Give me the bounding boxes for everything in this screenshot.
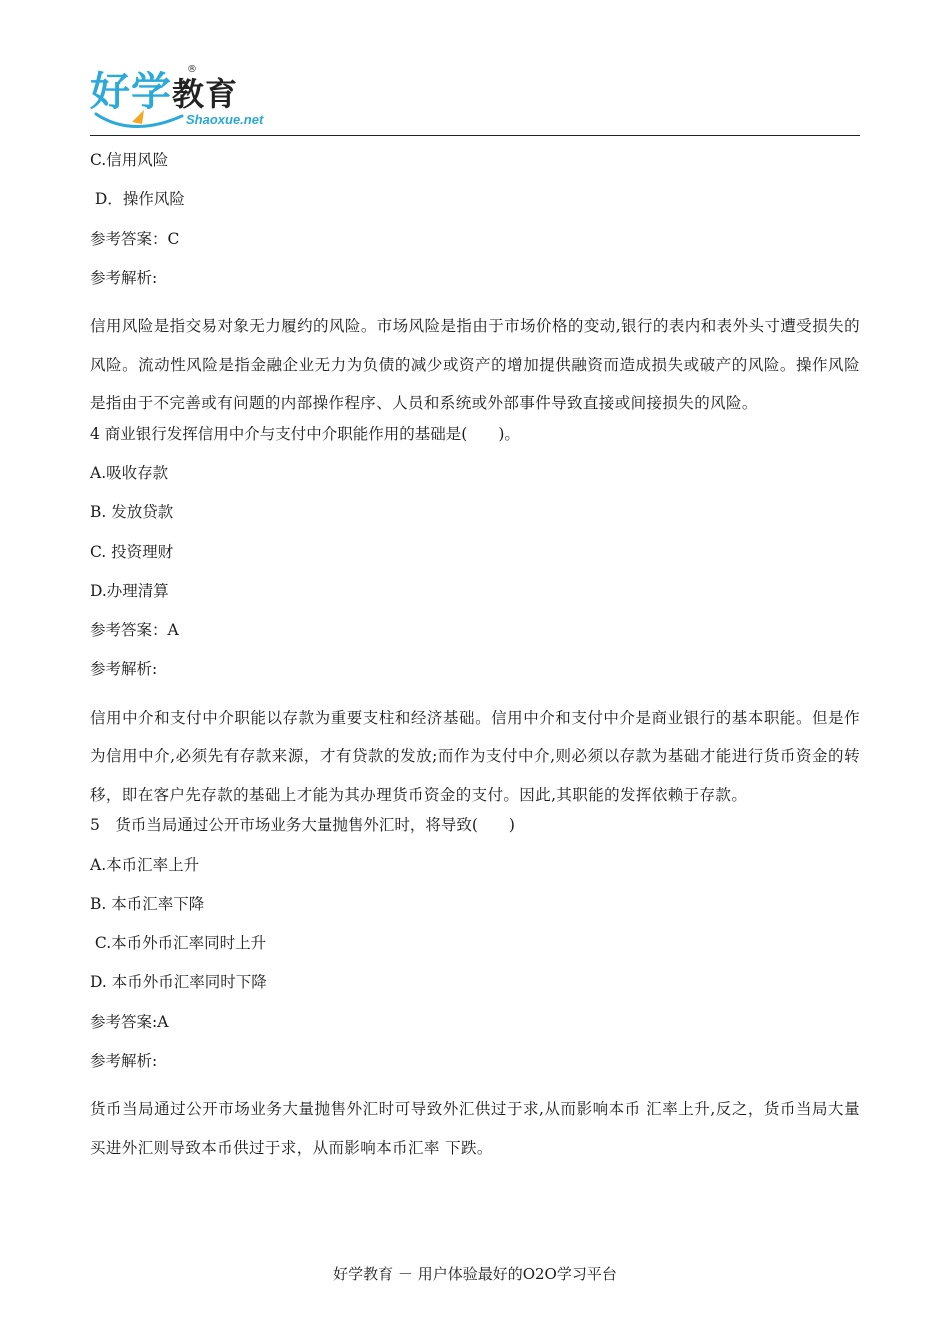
page-header	[90, 58, 860, 136]
question-4-analysis-label: 参考解析:	[90, 660, 158, 679]
logo-swoosh-icon	[92, 108, 187, 134]
header-divider	[90, 135, 860, 136]
logo-char-1: 好	[90, 69, 131, 115]
option-c-line: C.信用风险	[90, 151, 169, 169]
logo-site-text: Shaoxue.net	[186, 112, 264, 127]
logo-char-2: 学	[131, 69, 172, 115]
question-4-explanation: 信用中介和支付中介职能以存款为重要支柱和经济基础。信用中介和支付中介是商业银行的基本职能。但是作为信用中介,必须先有存款来源，才有贷款的发放;而作为支付中介,则必须以存款为基础才能进行货币资金的转移，即在客户先存款的基础上才能为其办理货币资金的支付。因此,其职能的发挥依赖于存款。	[90, 708, 860, 804]
option-d-line: D．操作风险	[90, 190, 185, 209]
question-5-explanation: 货币当局通过公开市场业务大量抛售外汇时可导致外汇供过于求,从而影响本币 汇率上升,反之，货币当局大量买进外汇则导致本币供过于求，从而影响本币汇率 下跌。	[90, 1100, 860, 1157]
question-4-option-d: D.办理清算	[90, 581, 169, 600]
question-4-option-c: C. 投资理财	[90, 542, 174, 561]
logo	[90, 64, 290, 136]
logo-char-3: 教育	[172, 75, 239, 113]
analysis-label: 参考解析:	[90, 268, 158, 287]
question-4-answer: 参考答案：A	[90, 621, 179, 640]
question-5-option-a: A.本币汇率上升	[90, 855, 200, 874]
question-5-option-b: B. 本币汇率下降	[90, 894, 205, 913]
question-4-stem: 4 商业银行发挥信用中介与支付中介职能作用的基础是( )。	[90, 424, 520, 443]
question-4-option-a: A.吸收存款	[90, 463, 169, 482]
question-4-option-b: B. 发放贷款	[90, 503, 174, 522]
question-5-answer: 参考答案:A	[90, 1012, 169, 1031]
question-5-analysis-label: 参考解析:	[90, 1052, 158, 1071]
logo-registered-mark: ®	[187, 64, 197, 75]
question-5-option-c: C.本币外币汇率同时上升	[90, 934, 267, 953]
question-5-stem: 5 货币当局通过公开市场业务大量抛售外汇时，将导致( )	[90, 816, 515, 835]
document-body	[90, 150, 860, 1168]
explanation-paragraph: 信用风险是指交易对象无力履约的风险。市场风险是指由于市场价格的变动,银行的表内和表外头寸遭受损失的风险。流动性风险是指金融企业无力为负债的减少或资产的增加提供融资而造成损失或破产的风险。操作风险是指由于不完善或有问题的内部操作程序、人员和系统或外部事件导致直接或间接损失的风险。	[90, 317, 860, 413]
answer-line: 参考答案：C	[90, 229, 180, 248]
question-5-option-d: D. 本币外币汇率同时下降	[90, 973, 267, 992]
page-footer: 好学教育 － 用户体验最好的O2O学习平台	[333, 1265, 617, 1283]
